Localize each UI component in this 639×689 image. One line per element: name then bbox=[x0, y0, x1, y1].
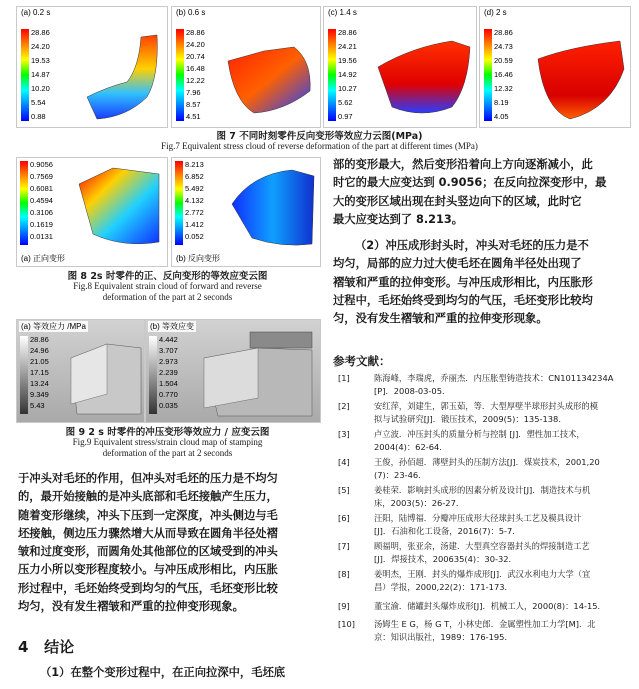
tick: 28.86 bbox=[186, 28, 205, 37]
text-line: 均匀，局部的应力过大使毛坯在圆角半径处出现了 bbox=[333, 257, 582, 271]
text-line: 坯接触，侧边压力骤然增大从而导致在圆角半径处褶 bbox=[18, 526, 278, 540]
tick: 1.412 bbox=[185, 220, 204, 229]
tick: 12.32 bbox=[494, 84, 513, 93]
conclusion-line: （1）在整个变形过程中，在正向拉深中，毛坯底 bbox=[40, 666, 286, 679]
fig7-panel-b-label: (b) 0.6 s bbox=[176, 8, 206, 17]
tick: 2.239 bbox=[159, 368, 178, 377]
tick: 24.73 bbox=[494, 42, 513, 51]
fig9-panel-a-label: (a) 等效应力 /MPa bbox=[21, 322, 86, 331]
tick: 0.97 bbox=[338, 112, 353, 121]
section-heading: 4 结论 bbox=[18, 638, 75, 656]
tick: 4.51 bbox=[186, 112, 201, 121]
text-line: （2）冲压成形封头时，冲头对毛坯的压力是不 bbox=[355, 239, 589, 252]
tick: 28.86 bbox=[338, 28, 357, 37]
tick: 14.87 bbox=[31, 70, 50, 79]
right-para-1 bbox=[333, 156, 633, 229]
tick: 2.973 bbox=[159, 357, 178, 366]
fig8-panel-b bbox=[171, 157, 321, 267]
ref-line: 昌）学报，2000,22(2)：171-173． bbox=[374, 581, 513, 592]
tick: 28.86 bbox=[30, 335, 49, 344]
fig9-caption-en-2: deformation of the part at 2 seconds bbox=[102, 448, 233, 458]
text-line: 大的变形区域出现在封头竖边向下的区域，此时它 bbox=[333, 194, 582, 208]
tick: 24.96 bbox=[30, 346, 49, 355]
ref-num: [6] bbox=[338, 513, 350, 523]
fig8-caption-en-1: Fig.8 Equivalent strain cloud of forward and reverse bbox=[73, 281, 262, 291]
tick: 0.88 bbox=[31, 112, 46, 121]
tick: 0.052 bbox=[185, 232, 204, 241]
ref-line: 京：知识出版社，1989：176-195． bbox=[374, 631, 513, 642]
tick: 0.4594 bbox=[30, 196, 53, 205]
tick: 0.6081 bbox=[30, 184, 53, 193]
fig7-panel-c-label: (c) 1.4 s bbox=[328, 8, 357, 17]
fig9-b-mesh bbox=[198, 328, 318, 420]
ref-num: [4] bbox=[338, 457, 350, 467]
fig7-panel-a bbox=[16, 6, 168, 128]
references-list bbox=[338, 372, 633, 688]
fig7-panel-b bbox=[171, 6, 321, 128]
text-line: 于冲头对毛坯的作用，但冲头对毛坯的压力是不均匀 bbox=[18, 472, 278, 485]
tick: 17.15 bbox=[30, 368, 49, 377]
tick: 0.035 bbox=[159, 401, 178, 410]
tick: 8.57 bbox=[186, 100, 201, 109]
ref-line: 顾福明，张亚余，汤建．大型真空容器封头的焊接制造工艺 bbox=[374, 541, 590, 551]
text-line: 时它的最大应变达到 0.9056；在反向拉深变形中，最 bbox=[333, 176, 607, 190]
fig7-c-legend bbox=[328, 29, 368, 125]
fig9-a-mesh bbox=[67, 334, 143, 420]
fig9-panel-b-label: (b) 等效应变 bbox=[150, 322, 194, 331]
ref-num: [5] bbox=[338, 485, 350, 495]
ref-num: [1] bbox=[338, 373, 350, 383]
fig8-panel-a bbox=[16, 157, 168, 267]
ref-line: 床，2003(5)：26-27． bbox=[374, 497, 465, 508]
fig7-a-mesh bbox=[77, 27, 165, 123]
ref-line: 陈海峰，李瑞虎，乔丽杰．内压胀型铸造技术：CN101134234A bbox=[374, 373, 614, 383]
ref-num: [3] bbox=[338, 429, 350, 439]
tick: 5.43 bbox=[30, 401, 45, 410]
fig7-panel-c bbox=[323, 6, 477, 128]
tick: 8.19 bbox=[494, 98, 509, 107]
tick: 14.92 bbox=[338, 70, 357, 79]
ref-line: 安红萍，刘建生，郭玉茹，等．大型厚壁半球形封头成形的模 bbox=[374, 401, 599, 411]
tick: 0.9056 bbox=[30, 160, 53, 169]
tick: 19.56 bbox=[338, 56, 357, 65]
text-line: 最大应变达到了 8.213。 bbox=[333, 212, 464, 226]
ref-line: 董宝渝．储罐封头爆炸成形[J]．机械工人，2000(8)：14-15． bbox=[374, 601, 606, 611]
right-para-2 bbox=[333, 237, 633, 328]
ref-line: 2004(4)：62-64． bbox=[374, 441, 448, 452]
fig7-caption-cn: 图 7 不同时刻零件反向变形等效应力云图(MPa) bbox=[216, 131, 423, 142]
ref-num: [9] bbox=[338, 601, 350, 611]
ref-num: [7] bbox=[338, 541, 350, 551]
text-line: 皱和过度变形，而圆角处其他部位的区域受到的冲头 bbox=[18, 545, 278, 559]
ref-line: [J]．焊接技术，200635(4)：30-32． bbox=[374, 553, 517, 564]
fig8-a-legend bbox=[20, 161, 70, 251]
text-line: 形过程中，毛坯始终受到均匀的气压，毛坯变形比较 bbox=[18, 581, 278, 595]
tick: 10.27 bbox=[338, 84, 357, 93]
fig7-a-legend bbox=[21, 29, 61, 125]
text-line: 压力小所以变形程度较小。与冲压成形相比，内压胀 bbox=[18, 563, 278, 577]
tick: 0.3106 bbox=[30, 208, 53, 217]
fig7-panel-d-label: (d) 2 s bbox=[484, 8, 507, 17]
tick: 13.24 bbox=[30, 379, 49, 388]
text-line: 随着变形继续，冲头下压到一定深度，冲头侧边与毛 bbox=[18, 508, 278, 522]
fig9-panel-a bbox=[16, 319, 145, 423]
text-line: 部的变形最大，然后变形沿着向上方向逐渐减小，此 bbox=[333, 158, 593, 171]
ref-num: [10] bbox=[338, 619, 356, 629]
tick: 12.22 bbox=[186, 76, 205, 85]
tick: 19.53 bbox=[31, 56, 50, 65]
fig7-panel-a-label: (a) 0.2 s bbox=[21, 8, 51, 17]
ref-line: 姜桂荣．影响封头成形的因素分析及设计[J]．制造技术与机 bbox=[374, 485, 591, 495]
tick: 2.772 bbox=[185, 208, 204, 217]
ref-line: 卢立波．冲压封头的质量分析与控制 [J]．塑性加工技术， bbox=[374, 429, 585, 439]
tick: 6.852 bbox=[185, 172, 204, 181]
fig7-b-legend bbox=[176, 29, 216, 125]
fig8-panel-b-label: (b) 反向变形 bbox=[176, 254, 220, 263]
ref-line: (7)：23-46． bbox=[374, 469, 427, 480]
left-para bbox=[18, 470, 318, 616]
tick: 4.132 bbox=[185, 196, 204, 205]
tick: 16.46 bbox=[494, 70, 513, 79]
ref-num: [8] bbox=[338, 569, 350, 579]
tick: 9.349 bbox=[30, 390, 49, 399]
ref-line: 汪阳，陆博福．分瓣冲压成形大径球封头工艺及模具设计 bbox=[374, 513, 582, 523]
fig8-b-mesh bbox=[222, 164, 318, 250]
fig9-a-legend bbox=[20, 336, 64, 420]
fig9-panel-b bbox=[145, 319, 321, 423]
fig9-caption-en-1: Fig.9 Equivalent stress/strain cloud map of stamping bbox=[72, 437, 263, 447]
fig7-d-legend bbox=[484, 29, 524, 125]
text-line: 均匀，没有发生褶皱和严重的拉伸变形现象。 bbox=[18, 600, 244, 614]
ref-line: 汤姆生 E G，杨 G T，小林史郎．金属塑性加工力学[M]．北 bbox=[374, 619, 596, 629]
ref-line: 姜明杰，王刚．封头的爆炸成形[J]．武汉水利电力大学（宜 bbox=[374, 569, 591, 579]
tick: 28.86 bbox=[31, 28, 50, 37]
text-line: 褶皱和严重的拉伸变形。与冲压成形相比，内压胀形 bbox=[333, 275, 593, 289]
tick: 0.0131 bbox=[30, 232, 53, 241]
ref-line: [P]．2008-03-05． bbox=[374, 385, 451, 396]
ref-line: 王俊，孙佰超．薄壁封头的压制方法[J]．煤炭技术，2001,20 bbox=[374, 457, 600, 467]
tick: 0.7569 bbox=[30, 172, 53, 181]
tick: 0.1619 bbox=[30, 220, 53, 229]
ref-num: [2] bbox=[338, 401, 350, 411]
fig7-c-mesh bbox=[372, 27, 474, 123]
tick: 8.213 bbox=[185, 160, 204, 169]
tick: 4.442 bbox=[159, 335, 178, 344]
fig7-panel-d bbox=[479, 6, 631, 128]
tick: 24.20 bbox=[31, 42, 50, 51]
fig8-b-legend bbox=[175, 161, 219, 251]
fig8-panel-a-label: (a) 正向变形 bbox=[21, 254, 65, 263]
tick: 24.21 bbox=[338, 42, 357, 51]
tick: 5.62 bbox=[338, 98, 353, 107]
tick: 4.05 bbox=[494, 112, 509, 121]
fig7-caption-en: Fig.7 Equivalent stress cloud of reverse deformation of the part at different times (MPa) bbox=[161, 141, 478, 151]
fig8-caption-cn: 图 8 2s 时零件的正、反向变形的等效应变云图 bbox=[67, 271, 268, 282]
references-title: 参考文献： bbox=[333, 354, 391, 368]
text-line: 匀，没有发生褶皱和严重的拉伸变形现象。 bbox=[333, 312, 548, 326]
text-line: 过程中，毛坯始终受到均匀的气压，毛坯变形比较均 bbox=[333, 293, 593, 307]
tick: 24.20 bbox=[186, 40, 205, 49]
tick: 0.770 bbox=[159, 390, 178, 399]
ref-line: [J]．石油和化工设备，2016(7)：5-7． bbox=[374, 525, 521, 536]
tick: 21.05 bbox=[30, 357, 49, 366]
tick: 10.20 bbox=[31, 84, 50, 93]
fig8-caption-en-2: deformation of the part at 2 seconds bbox=[102, 292, 233, 302]
fig9-b-legend bbox=[149, 336, 193, 420]
tick: 1.504 bbox=[159, 379, 178, 388]
tick: 28.86 bbox=[494, 28, 513, 37]
tick: 5.54 bbox=[31, 98, 46, 107]
text-line: 的，最开始接触的是冲头底部和毛坯接触产生压力， bbox=[18, 490, 278, 504]
tick: 5.492 bbox=[185, 184, 204, 193]
tick: 7.96 bbox=[186, 88, 201, 97]
fig8-a-mesh bbox=[73, 164, 165, 248]
tick: 20.74 bbox=[186, 52, 205, 61]
tick: 16.48 bbox=[186, 64, 205, 73]
ref-line: 拟与试验研究[J]．锻压技术，2009(5)：135-138． bbox=[374, 413, 567, 424]
tick: 20.59 bbox=[494, 56, 513, 65]
fig9-caption-cn: 图 9 2 s 时零件的冲压变形等效应力 / 应变云图 bbox=[65, 427, 270, 438]
fig7-b-mesh bbox=[224, 31, 318, 121]
fig7-d-mesh bbox=[530, 29, 628, 123]
tick: 3.707 bbox=[159, 346, 178, 355]
